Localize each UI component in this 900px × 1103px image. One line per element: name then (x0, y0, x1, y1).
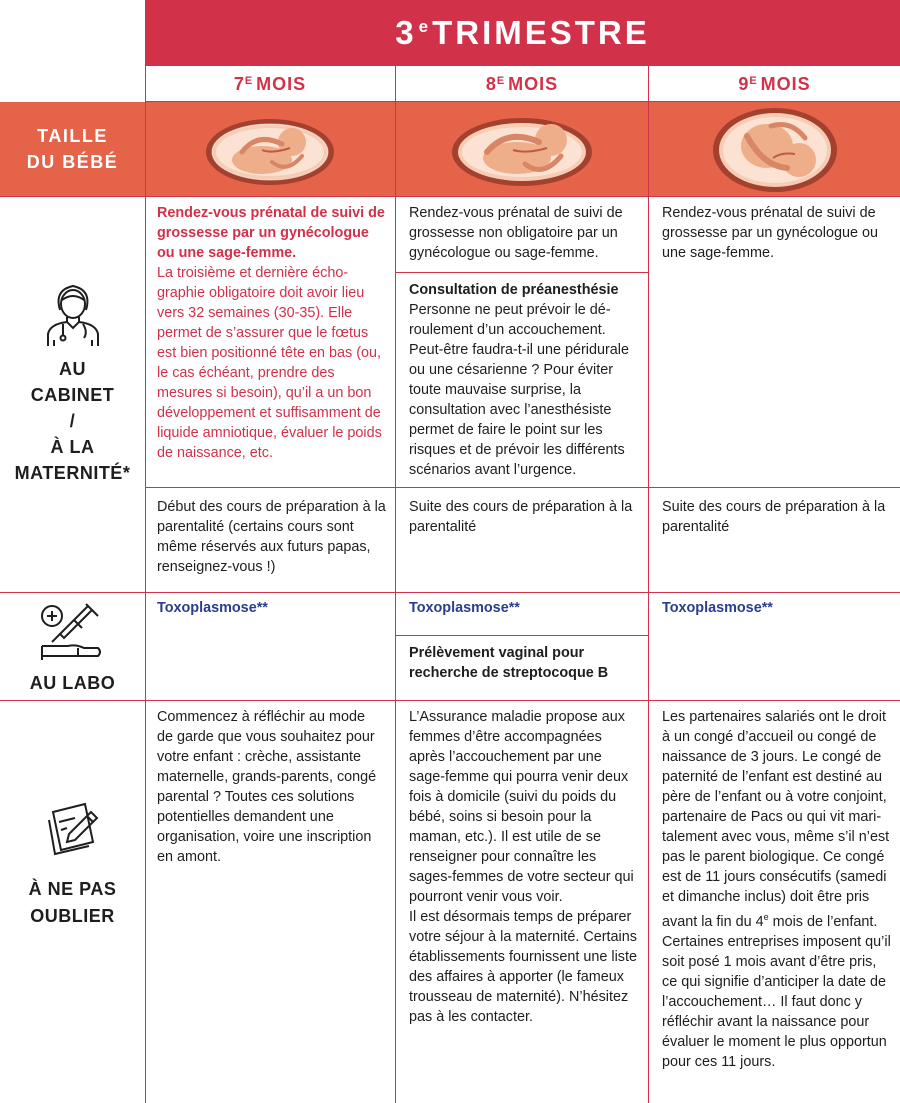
labo-m8-streptocoque: Prélèvement vaginal pour recherche de streptocoque B (409, 645, 609, 681)
cabinet-m8-top: Rendez-vous prénatal de suivi de grossesse non obligatoire par un gynécologue ou sage-femme. (409, 205, 623, 261)
labo-m7: Toxoplasmose** (157, 600, 268, 616)
cabinet-label-line5: MATERNITÉ* (14, 463, 131, 483)
month-9-word: MOIS (760, 73, 811, 94)
cabinet-m7-title: Rendez-vous prénatal de suivi de grossesse par un gynécologue ou une sage-femme. (157, 205, 385, 261)
cabinet-label (0, 356, 145, 486)
month-7-number: 7 (233, 73, 245, 94)
grid-line-month-bottom (145, 101, 900, 102)
trimester-title (145, 0, 900, 66)
fetus-9-month-icon (649, 105, 900, 195)
cabinet-m8-mid (409, 280, 644, 480)
grid-line-col-2 (395, 66, 396, 1103)
oublier-m9-part1: Les partenaires salariés ont le droit à un congé d’accueil ou congé de naissance de 3 jours. Le congé de paternité de l’enfant est destiné au père de l’enfant ou à votre conjoint, partenaire de Pacs ou qui vit maritalement avec vous, même s’il n’est pas le parent biologique. Ce congé est de 11 jours consécutifs (samedi et dimanche inclus) doit être pris avant la fin du 4 (662, 709, 890, 930)
fetus-7-month-icon (145, 105, 395, 195)
lab-syringe-icon (0, 600, 145, 664)
month-8-word: MOIS (508, 73, 559, 94)
baby-size-label-line2: DU BÉBÉ (26, 152, 119, 172)
grid-line-size-bottom (0, 196, 900, 197)
trimester-number: 3 (395, 14, 417, 51)
cabinet-m7-body: La troisième et dernière échographie obligatoire doit avoir lieu vers 32 semaines (30-35). Elle permet de s’assurer que le fœtus est bien positionné tête en bas (ou, le cas échéant, prendre des mesures si besoin), qu’il a un bon développement et suffisamment de liquide amniotique, évaluer le poids de naissance, etc. (157, 265, 382, 461)
oublier-m7: Commencez à réfléchir au mode de garde que vous souhaitez pour votre enfant : crèche, assistante maternelle, grands-parents, congé parental ? Toutes ces solutions potentielles demandent une organisation, voire une inscription en amont. (157, 709, 377, 865)
labo-m9: Toxoplasmose** (662, 600, 773, 616)
fetus-8-month-icon (396, 105, 648, 195)
baby-size-label (0, 102, 145, 196)
oublier-m9 (662, 707, 894, 1072)
month-8-sup: E (496, 75, 505, 87)
baby-size-label-line1: TAILLE (37, 126, 108, 146)
month-8-number: 8 (485, 73, 497, 94)
month-7-word: MOIS (256, 73, 307, 94)
cabinet-m9-top: Rendez-vous prénatal de suivi de grossesse par un gynécologue ou une sage-femme. (662, 205, 879, 261)
oublier-m8-p2: Il est désormais temps de préparer votre séjour à la maternité. Certains établissements fournissent une liste des affaires à apporter (le fameux trousseau de maternité). N’hésitez pas à les contacter. (409, 909, 637, 1025)
trimester-sup: e (418, 17, 429, 36)
doctor-icon (0, 280, 145, 348)
cabinet-label-line4: À LA (50, 437, 95, 457)
preanesthesia-title: Consultation de préanesthésie (409, 282, 619, 298)
grid-line-cabinet-mid (145, 487, 900, 488)
month-7-sup: E (244, 75, 253, 87)
note-pencil-icon (0, 800, 145, 858)
oublier-m8 (409, 707, 641, 1027)
oublier-label (0, 876, 145, 930)
cabinet-label-line1: AU (59, 359, 86, 379)
cabinet-m8-bottom: Suite des cours de préparation à la parentalité (409, 499, 633, 535)
oublier-m9-part2: mois de l’enfant. Certaines entreprises imposent qu’il soit posé 1 mois avant d’être pris, ce qui signifie d’anticiper la date de l’accouchement… Il faut donc y réfléchir avant la naissance pour évaluer le moment le plus opportun pour ces 11 jours. (662, 913, 891, 1070)
month-header-8 (396, 66, 648, 102)
month-9-number: 9 (738, 73, 750, 94)
cabinet-label-line3: / (69, 411, 76, 431)
month-9-sup: E (749, 75, 757, 87)
month-header-9 (649, 66, 900, 102)
grid-line-labo-bottom (0, 700, 900, 701)
grid-line-m8-mid (396, 272, 648, 273)
preanesthesia-body: Personne ne peut prévoir le déroulement d’un accouchement. Peut-être faudra-t-il une péridurale ou une césarienne ? Pour éviter toute mauvaise surprise, la consultation avec l’anesthésiste permet de faire le point sur les risques et de prévoir les différents scénarios avant l’urgence. (409, 302, 629, 478)
grid-line-col-3 (648, 66, 649, 1103)
grid-line-labo-mid (396, 635, 648, 636)
cabinet-m7-top (157, 203, 389, 463)
oublier-m8-p1: L’Assurance maladie propose aux femmes d’être accompagnées après l’accouchement par une sage-femme qui pourra venir deux fois à domicile (suivi du poids du bébé, soins si besoin pour la maman, etc.). Il est utile de se renseigner pour connaître les sages-femmes de votre secteur qui pourront venir vous voir. (409, 709, 634, 905)
grid-line-cabinet-bottom (0, 592, 900, 593)
cabinet-label-line2: CABINET (30, 385, 115, 405)
trimester-word: TRIMESTRE (432, 14, 650, 51)
month-header-7 (145, 66, 395, 102)
grid-line-col-1 (145, 0, 146, 1103)
labo-m8: Toxoplasmose** (409, 600, 520, 616)
cabinet-m7-bottom: Début des cours de préparation à la parentalité (certains cours sont même réservés aux futurs papas, renseignez-vous !) (157, 499, 386, 575)
labo-label: AU LABO (29, 673, 116, 693)
oublier-m9-sup: e (763, 912, 769, 922)
oublier-label-line1: À NE PAS (28, 879, 117, 899)
oublier-label-line2: OUBLIER (30, 906, 115, 926)
cabinet-m9-bottom: Suite des cours de préparation à la parentalité (662, 499, 886, 535)
